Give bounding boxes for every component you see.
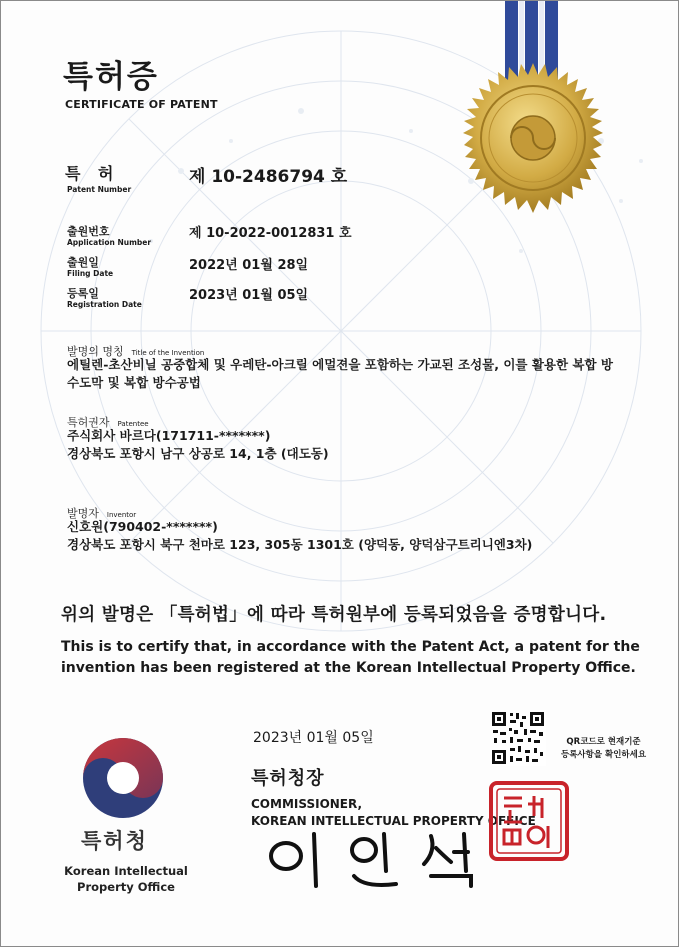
gold-seal-emblem bbox=[449, 61, 617, 229]
kipo-name-en-line1: Korean Intellectual bbox=[64, 864, 188, 878]
patent-number-value: 제 10-2486794 호 bbox=[189, 167, 348, 187]
qr-note-line2: 등록사항을 확인하세요 bbox=[561, 750, 647, 760]
invention-title-line2: 수도막 및 복합 방수공법 bbox=[67, 375, 201, 390]
certification-text-en-line1: This is to certify that, in accordance with the Patent Act, a patent for the bbox=[61, 639, 640, 655]
issue-date: 2023년 01월 05일 bbox=[253, 730, 374, 746]
qr-note bbox=[561, 736, 646, 762]
certification-text-en-line2: invention has been registered at the Korean Intellectual Property Office. bbox=[61, 660, 636, 676]
filing-date-label-ko: 출원일 bbox=[67, 256, 99, 269]
patentee-name: 주식회사 바르다(171711-*******) bbox=[67, 428, 271, 443]
invention-label-ko: 발명의 명칭 bbox=[67, 345, 124, 358]
kipo-name-ko: 특허청 bbox=[81, 829, 148, 853]
inventor-name: 신호원(790402-*******) bbox=[67, 519, 218, 534]
application-number-label-en: Application Number bbox=[67, 238, 152, 247]
commissioner-title-ko: 특허청장 bbox=[251, 768, 325, 789]
registration-date-label-ko: 등록일 bbox=[67, 287, 99, 300]
qr-code[interactable] bbox=[490, 710, 546, 766]
patentee-label-en: Patentee bbox=[117, 420, 149, 428]
patent-number-label-ko: 특 허 bbox=[65, 164, 120, 183]
certification-text-ko: 위의 발명은 「특허법」에 따라 특허원부에 등록되었음을 증명합니다. bbox=[61, 605, 607, 625]
filing-date-label-en: Filing Date bbox=[67, 269, 114, 278]
certificate-title-ko: 특허증 bbox=[63, 59, 159, 95]
commissioner-title-en-line2: KOREAN INTELLECTUAL PROPERTY OFFICE bbox=[251, 814, 536, 828]
application-number-value: 제 10-2022-0012831 호 bbox=[189, 226, 352, 241]
invention-title-line1: 에틸렌-초산비닐 공중합체 및 우레탄-아크릴 에멀젼을 포함하는 가교된 조성물, 이를 활용한 복합 방 bbox=[67, 357, 613, 372]
inventor-label-ko: 발명자 bbox=[67, 507, 99, 520]
patentee-address: 경상북도 포항시 남구 상공로 14, 1층 (대도동) bbox=[67, 446, 329, 461]
inventor-label-en: Inventor bbox=[106, 511, 137, 519]
inventor-address: 경상북도 포항시 북구 천마로 123, 305동 1301호 (양덕동, 양덕삼구트리니엔3차) bbox=[67, 537, 533, 552]
kipo-name-en-line2: Property Office bbox=[77, 880, 175, 894]
kipo-name-en bbox=[56, 863, 196, 895]
kipo-taegeuk-logo bbox=[81, 736, 165, 820]
registration-date-label-en: Registration Date bbox=[67, 300, 142, 309]
patent-number-label-en: Patent Number bbox=[67, 185, 132, 194]
commissioner-title-en-line1: COMMISSIONER, bbox=[251, 797, 363, 811]
certificate-title-en: CERTIFICATE OF PATENT bbox=[65, 98, 218, 111]
official-red-stamp bbox=[488, 780, 570, 862]
commissioner-signature bbox=[256, 826, 496, 906]
application-number-label-ko: 출원번호 bbox=[67, 225, 110, 238]
patentee-label-ko: 특허권자 bbox=[67, 416, 110, 429]
qr-note-line1: QR코드로 현재기준 bbox=[566, 737, 641, 747]
invention-label-en: Title of the Invention bbox=[131, 349, 205, 357]
registration-date-value: 2023년 01월 05일 bbox=[189, 288, 309, 303]
filing-date-value: 2022년 01월 28일 bbox=[189, 258, 309, 273]
certification-text-en bbox=[61, 637, 641, 679]
